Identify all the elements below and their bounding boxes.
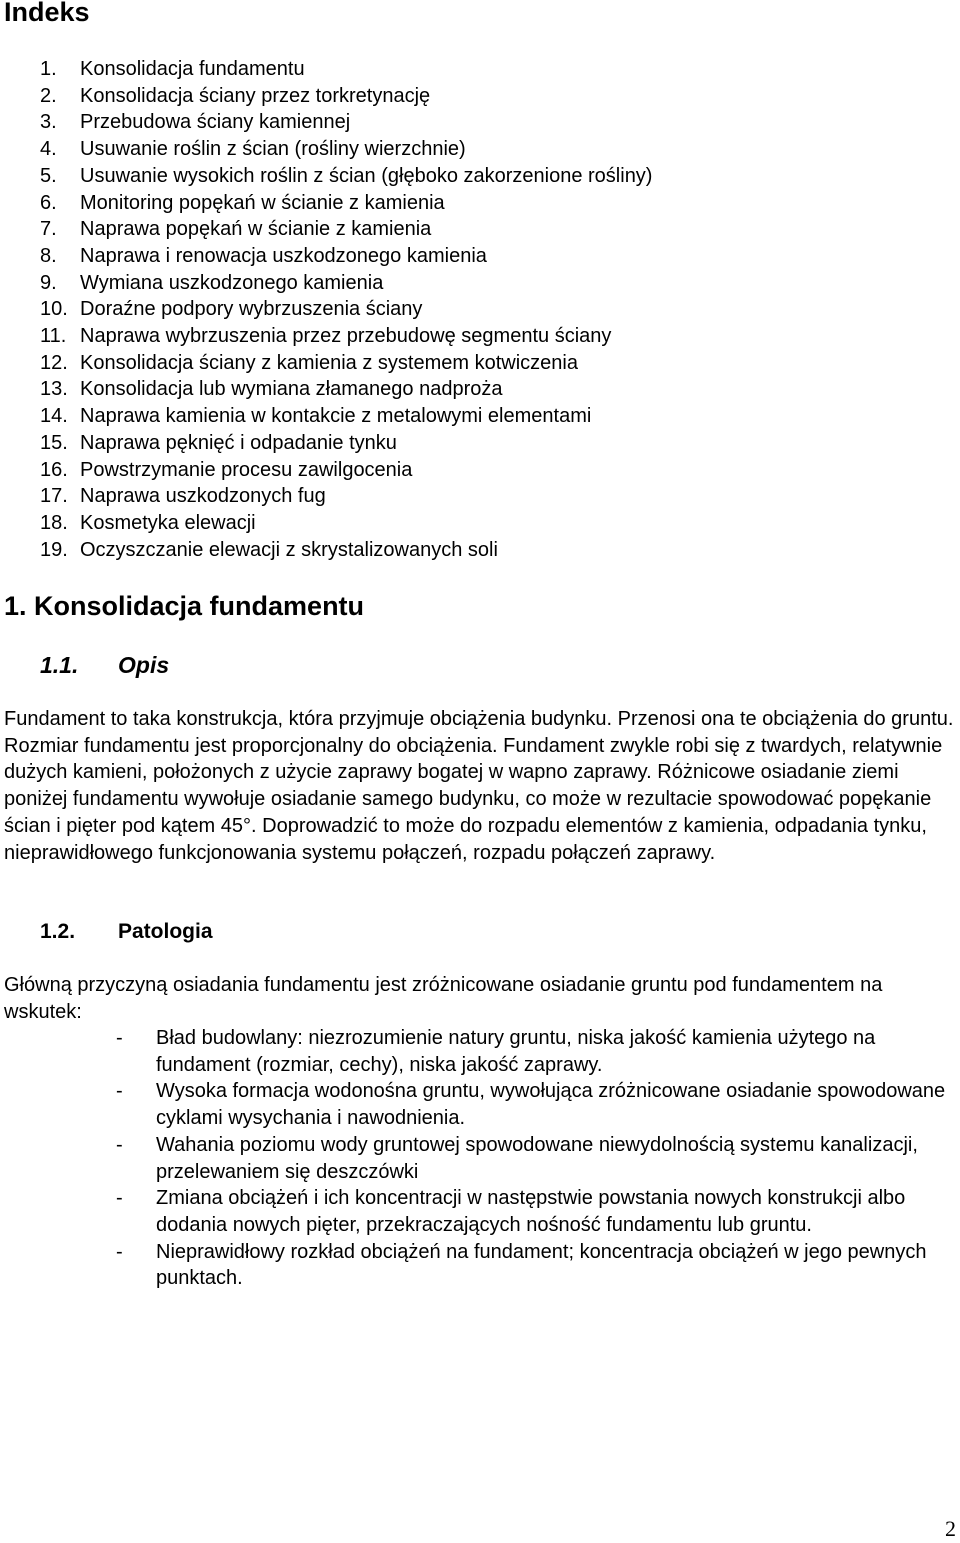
toc-item-number: 16. <box>40 458 68 481</box>
toc-item-number: 1. <box>40 58 57 80</box>
patologia-intro: Główną przyczyną osiadania fundamentu jest zróżnicowane osiadanie gruntu pod fundamentem na wskutek: <box>4 974 883 1023</box>
list-item-text: Wahania poziomu wody gruntowej spowodowane niewydolnością systemu kanalizacji, przelewaniem się deszczówki <box>156 1133 918 1183</box>
toc-item-number: 3. <box>40 111 57 134</box>
table-of-contents <box>40 56 652 563</box>
toc-item-number: 11. <box>40 325 67 348</box>
toc-item-number: 12. <box>40 351 68 374</box>
list-item <box>116 1132 958 1185</box>
subsection-label: Patologia <box>118 920 213 943</box>
list-item-text: Wysoka formacja wodonośna gruntu, wywołująca zróżnicowane osiadanie spowodowane cyklami wysychania i nawodnienia. <box>156 1080 946 1130</box>
list-dash: - <box>116 1187 123 1210</box>
list-dash: - <box>116 1027 123 1049</box>
list-item-text: Nieprawidłowy rozkład obciążeń na fundament; koncentracja obciążeń w jego pewnych punktach. <box>156 1240 927 1290</box>
toc-item[interactable] <box>40 457 652 484</box>
toc-item-number: 7. <box>40 218 57 241</box>
toc-item[interactable] <box>40 430 652 457</box>
subsection-title-patologia <box>40 917 213 947</box>
toc-item-number: 14. <box>40 405 68 428</box>
toc-item-title: Naprawa kamienia w kontakcie z metalowymi elementami <box>80 405 592 428</box>
toc-item-number: 17. <box>40 485 68 508</box>
list-dash: - <box>116 1240 123 1263</box>
toc-item[interactable] <box>40 270 652 297</box>
toc-item[interactable] <box>40 243 652 270</box>
toc-item-number: 5. <box>40 164 57 187</box>
subsection-label: Opis <box>118 652 170 678</box>
toc-item-title: Monitoring popękań w ścianie z kamienia <box>80 191 445 214</box>
toc-item-title: Powstrzymanie procesu zawilgocenia <box>80 458 413 481</box>
section-title: 1. Konsolidacja fundamentu <box>4 591 365 621</box>
toc-item-title: Przebudowa ściany kamiennej <box>80 111 351 134</box>
toc-item[interactable] <box>40 216 652 243</box>
toc-item-title: Konsolidacja fundamentu <box>80 58 305 80</box>
toc-item[interactable] <box>40 376 652 403</box>
toc-item-title: Konsolidacja ściany z kamienia z systemem kotwiczenia <box>80 351 578 374</box>
toc-item-title: Konsolidacja ściany przez torkretynację <box>80 84 431 107</box>
subsection-number: 1.2. <box>40 920 76 943</box>
page-number: 2 <box>945 1516 956 1541</box>
opis-paragraph: Fundament to taka konstrukcja, która przyjmuje obciążenia budynku. Przenosi ona te obciążenia do gruntu. Rozmiar fundamentu jest proporcjonalny do obciążenia. Fundament zwykle robi się z twardych, relatywnie dużych kamieni, położonych z użycie zaprawy bogatej w wapno zaprawy. Różnicowe osiadanie ziemi poniżej fundamentu wywołuje osiadanie samego budynku, co może w rezultacie spowodować popękanie ścian i pięter pod kątem 45°. Doprowadzić to może do rozpadu elementów z kamienia, odpadania tynku, nieprawidłowego funkcjonowania systemu połączeń, rozpadu połączeń zaprawy. <box>4 708 954 864</box>
toc-item-title: Usuwanie roślin z ścian (rośliny wierzchnie) <box>80 138 466 161</box>
toc-item[interactable] <box>40 136 652 163</box>
toc-item[interactable] <box>40 83 652 110</box>
toc-item-title: Konsolidacja lub wymiana złamanego nadproża <box>80 378 503 401</box>
toc-item[interactable] <box>40 350 652 377</box>
toc-item-title: Naprawa i renowacja uszkodzonego kamienia <box>80 244 487 267</box>
list-item <box>116 1239 958 1292</box>
toc-item-title: Oczyszczanie elewacji z skrystalizowanych soli <box>80 538 498 561</box>
patologia-causes-list <box>116 1025 958 1292</box>
toc-item-title: Kosmetyka elewacji <box>80 511 256 534</box>
subsection-title-opis <box>40 650 169 680</box>
toc-item[interactable] <box>40 323 652 350</box>
toc-item[interactable] <box>40 56 652 83</box>
toc-item[interactable] <box>40 483 652 510</box>
toc-item-number: 18. <box>40 511 68 534</box>
toc-item[interactable] <box>40 403 652 430</box>
toc-item-title: Naprawa pęknięć i odpadanie tynku <box>80 431 397 454</box>
toc-item[interactable] <box>40 537 652 564</box>
toc-item-title: Doraźne podpory wybrzuszenia ściany <box>80 298 423 321</box>
list-item-text: Bład budowlany: niezrozumienie natury gruntu, niska jakość kamienia użytego na fundament (rozmiar, cechy), niska jakość zaprawy. <box>156 1027 876 1076</box>
toc-item[interactable] <box>40 296 652 323</box>
toc-item-title: Naprawa popękań w ścianie z kamienia <box>80 218 432 241</box>
toc-item-title: Wymiana uszkodzonego kamienia <box>80 271 384 294</box>
list-dash: - <box>116 1080 123 1103</box>
toc-item-title: Usuwanie wysokich roślin z ścian (głęboko zakorzenione rośliny) <box>80 164 653 187</box>
list-item-text: Zmiana obciążeń i ich koncentracji w następstwie powstania nowych konstrukcji albo dodania nowych pięter, przekraczających nośność fundamentu lub gruntu. <box>156 1187 906 1236</box>
toc-item-number: 15. <box>40 431 68 454</box>
toc-item-number: 8. <box>40 244 57 267</box>
toc-item[interactable] <box>40 190 652 217</box>
subsection-number: 1.1. <box>40 652 79 678</box>
page-heading: Indeks <box>4 0 90 27</box>
toc-item-number: 4. <box>40 138 57 161</box>
toc-item-number: 10. <box>40 298 68 321</box>
toc-item[interactable] <box>40 109 652 136</box>
toc-item-title: Naprawa wybrzuszenia przez przebudowę segmentu ściany <box>80 325 612 348</box>
toc-item[interactable] <box>40 510 652 537</box>
list-dash: - <box>116 1133 123 1156</box>
toc-item-number: 13. <box>40 378 68 401</box>
toc-item-number: 19. <box>40 538 68 561</box>
toc-item-number: 9. <box>40 271 57 294</box>
list-item <box>116 1025 958 1078</box>
toc-item[interactable] <box>40 163 652 190</box>
toc-item-title: Naprawa uszkodzonych fug <box>80 485 326 508</box>
list-item <box>116 1185 958 1238</box>
toc-item-number: 2. <box>40 84 57 107</box>
toc-item-number: 6. <box>40 191 57 214</box>
list-item <box>116 1078 958 1131</box>
